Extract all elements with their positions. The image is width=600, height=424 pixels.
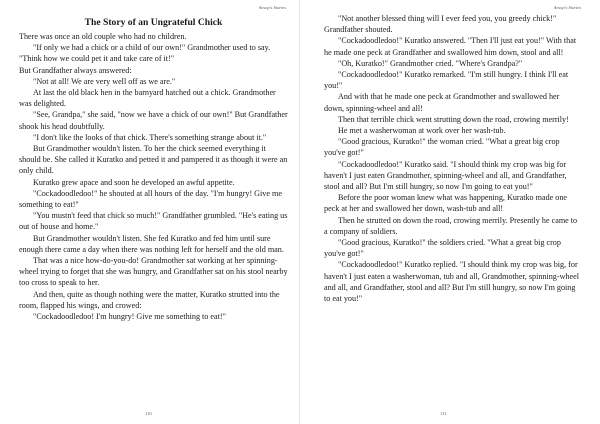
page-number: 110 <box>145 411 152 416</box>
paragraph: "Good gracious, Kuratko!" the woman cried. "What a great big crop you've got!" <box>324 137 560 158</box>
left-page-body <box>19 31 288 322</box>
paragraph: "Cockadoodledoo!" Kuratko answered. "Then I'll just eat you!" With that he made one peck at Grandfather and swallowed him down, stool and all! <box>324 36 577 57</box>
paragraph: He met a washerwoman at work over her wash-tub. <box>338 126 506 136</box>
paragraph: Kuratko grew apace and soon he developed an awful appetite. <box>33 177 235 187</box>
paragraph: But Grandmother wouldn't listen. She fed Kuratko and fed him until sure enough there came a day when there was nothing left for herself and the old man. <box>19 233 284 254</box>
paragraph: "Cockadoodledoo! I'm hungry! Give me something to eat!" <box>33 312 226 322</box>
paragraph: And with that he made one peck at Grandmother and swallowed her down, spinning-wheel and all! <box>324 92 560 113</box>
paragraph: There was once an old couple who had no children. <box>19 32 187 41</box>
paragraph: "Oh, Kuratko!" Grandmother cried. "Where's Grandpa?" <box>338 58 523 68</box>
paragraph: "I don't like the looks of that chick. There's something strange about it." <box>33 132 267 142</box>
paragraph: "Cockadoodledoo!" Kuratko remarked. "I'm still hungry. I think I'll eat you!" <box>324 70 569 91</box>
right-page-body <box>324 13 581 304</box>
paragraph: That was a nice how-do-you-do! Grandmother sat working at her spinning-wheel trying to forget that she was hungry, and Grandfather sat on his stool nearby too cross to speak to her. <box>19 256 288 288</box>
paragraph: "See, Grandpa," she said, "now we have a chick of our own!" But Grandfather shook his head doubtfully. <box>19 110 288 131</box>
paragraph: Before the poor woman knew what was happening, Kuratko made one peck at her and swallowed her down, wash-tub and all! <box>324 193 568 214</box>
paragraph: "If only we had a chick or a child of our own!" Grandmother used to say. "Think how we could pet it and take care of it!" <box>19 43 271 64</box>
story-title: The Story of an Ungrateful Chick <box>84 17 223 28</box>
right-page <box>300 0 600 424</box>
paragraph: "Cockadoodledoo!" he shouted at all hours of the day. "I'm hungry! Give me something to eat!" <box>19 188 282 210</box>
paragraph: And then, quite as though nothing were the matter, Kuratko strutted into the room, flapped his wings, and crowed: <box>19 289 280 310</box>
page-number: 111 <box>440 411 447 416</box>
paragraph: At last the old black hen in the barnyard hatched out a chick. Grandmother was delighted. <box>19 88 276 109</box>
paragraph: But Grandmother wouldn't listen. To her the chick seemed everything it should be. She called it Kuratko and petted it and pampered it as though it were an only child. <box>19 144 288 176</box>
paragraph: "Cockadoodledoo!" Kuratko said. "I should think my crop was big for haven't I just eaten Grandmother, spinning-wheel and all, and Grandfather, stool and all? But I'm still hungry, so now I'm going to eat you!" <box>324 159 567 192</box>
paragraph: "Not another blessed thing will I ever feed you, you greedy chick!" Grandfather shouted. <box>324 14 557 35</box>
running-head: Aesop's Stories <box>553 5 581 10</box>
paragraph: Then he strutted on down the road, crowing merrily. Presently he came to a company of soldiers. <box>324 215 578 236</box>
paragraph: "Good gracious, Kuratko!" the soldiers cried. "What a great big crop you've got!" <box>324 238 561 259</box>
paragraph: But Grandfather always answered: <box>19 65 132 75</box>
running-head: Aesop's Stories <box>258 5 286 10</box>
paragraph: Then that terrible chick went strutting down the road, crowing merrily! <box>338 114 569 124</box>
paragraph: "Cockadoodledoo!" Kuratko replied. "I should think my crop was big, for haven't I just eaten a washerwoman, tub and all, Grandmother, spinning-wheel and all, and Grandfather, stool and all? But I'm still hungry, so now I'm going to eat you!" <box>324 260 579 304</box>
paragraph: "Not at all! We are very well off as we are." <box>33 76 176 86</box>
paragraph: "You mustn't feed that chick so much!" Grandfather grumbled. "He's eating us out of house and home." <box>19 211 288 232</box>
